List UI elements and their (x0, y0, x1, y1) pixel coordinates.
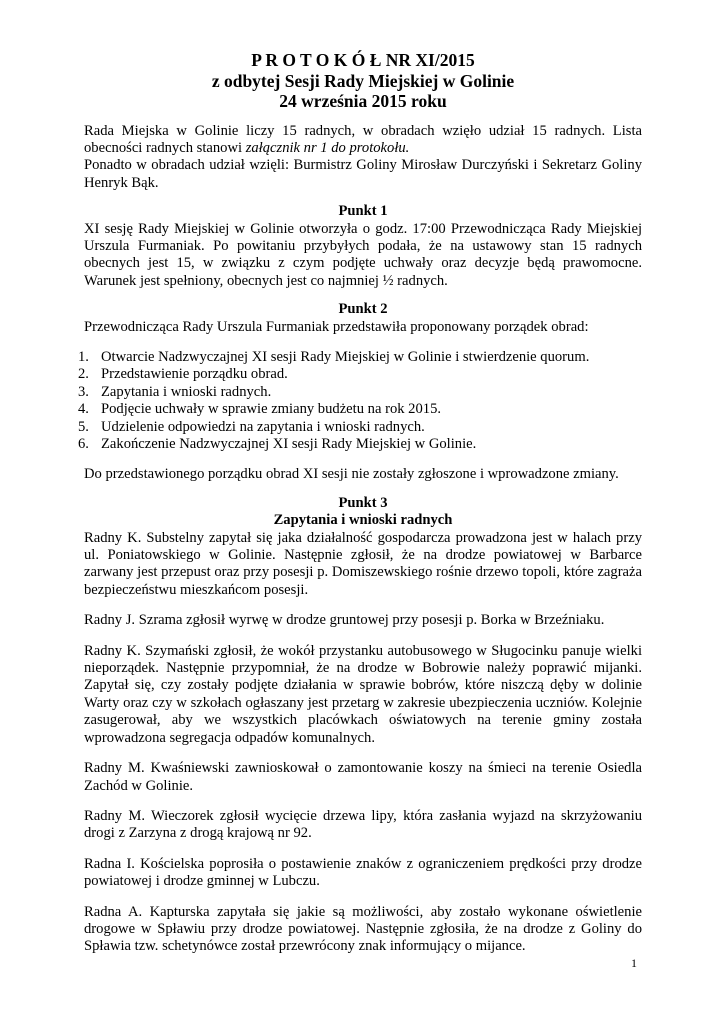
punkt-1-heading: Punkt 1 (338, 203, 388, 220)
punkt-2-heading: Punkt 2 (338, 301, 388, 318)
document-header (84, 50, 642, 112)
agenda-item (78, 401, 642, 418)
agenda-item (78, 419, 642, 436)
councillor-request-paragraph: Radny J. Szrama zgłosił wyrwę w drodze gruntowej przy posesji p. Borka w Brzeźniaku. (84, 612, 605, 629)
agenda-item-text: Podjęcie uchwały w sprawie zmiany budżetu na rok 2015. (101, 401, 442, 418)
punkt-2-closing: Do przedstawionego porządku obrad XI sesji nie zostały zgłoszone i wprowadzone zmiany. (84, 466, 619, 483)
agenda-item-number: 2. (78, 366, 89, 383)
guests-paragraph: Ponadto w obradach udział wzięli: Burmistrz Goliny Mirosław Durczyński i Sekretarz Goliny Henryk Bąk. (84, 157, 642, 191)
protocol-title: P R O T O K Ó Ł NR XI/2015 (251, 50, 475, 70)
agenda-item (78, 384, 642, 401)
punkt-2-intro: Przewodnicząca Rady Urszula Furmaniak przedstawiła proponowany porządek obrad: (84, 318, 589, 335)
agenda-item-text: Udzielenie odpowiedzi na zapytania i wnioski radnych. (101, 418, 425, 435)
councillor-request-paragraph: Radny M. Kwaśniewski zawnioskował o zamontowanie koszy na śmieci na terenie Osiedla Zachód w Golinie. (84, 760, 642, 794)
councillor-request-paragraph: Radny K. Substelny zapytał się jaka działalność gospodarcza prowadzona jest w halach przy ul. Poniatowskiego w Golinie. Następnie zgłosił, że na drodze powiatowej w Barbarce zarwany jest przepust oraz przy posesji p. Domiszewskiego rośnie drzewo topoli, które zagraża bezpieczeństwu mieszkańcom posesji. (84, 529, 642, 598)
session-date: 24 września 2015 roku (279, 91, 447, 111)
punkt-3-section (84, 495, 642, 956)
agenda-item-number: 3. (78, 383, 89, 400)
document-page (78, 50, 642, 956)
page-number: 1 (631, 956, 637, 970)
agenda-item-number: 4. (78, 401, 89, 418)
agenda-list (78, 348, 642, 453)
attendance-paragraph (84, 123, 642, 158)
agenda-item (78, 349, 642, 366)
agenda-item-number: 6. (78, 436, 89, 452)
intro-section (84, 123, 642, 193)
councillor-request-paragraph: Radna A. Kapturska zapytała się jakie są możliwości, aby zostało wykonane oświetlenie drogowe w Spławiu przy drodze powiatowej. Następnie zgłosiła, że na drodze z Goliny do Spławia tzw. schetynówce został przewrócony znak informujący o mijance. (84, 903, 642, 955)
agenda-item-text: Przedstawienie porządku obrad. (101, 366, 288, 383)
agenda-item-text: Otwarcie Nadzwyczajnej XI sesji Rady Miejskiej w Golinie i stwierdzenie quorum. (101, 348, 590, 365)
punkt-3-subheading: Zapytania i wnioski radnych (273, 512, 453, 529)
councillor-request-paragraph: Radny K. Szymański zgłosił, że wokół przystanku autobusowego w Sługocinku panuje wielki nieporządek. Następnie przypomniał, że na drodze w Bobrowie należy poprawić mijanki. Zapytał się, czy zostały podjęte działania w sprawie bobrów, które niszczą dęby w dolinie Warty oraz czy w szkołach ogłaszany jest przetarg w zakresie ubezpieczenia uczniów. Kolejnie zasugerował, aby we wszystkich placówkach oświatowych na terenie gminy została wprowadzona segregacja odpadów komunalnych. (84, 642, 642, 746)
agenda-item-number: 1. (78, 348, 89, 365)
agenda-item-number: 5. (78, 418, 89, 435)
punkt-1-section (84, 203, 642, 290)
attendance-text: Rada Miejska w Golinie liczy 15 radnych, w obradach wzięło udział 15 radnych. Lista obecności radnych stanowi (84, 122, 642, 156)
punkt-3-heading: Punkt 3 (338, 494, 388, 511)
punkt-1-text: XI sesję Rady Miejskiej w Golinie otworzyła o godz. 17:00 Przewodnicząca Rady Miejskiej Urszula Furmaniak. Po powitaniu przybyłych podała, że na ustawowy stan 15 radnych obecnych jest 15, w związku z czym podjęte uchwały oraz decyzje będą prawomocne. Warunek jest spełniony, obecnych jest co najmniej ½ radnych. (84, 220, 642, 289)
agenda-item-text: Zakończenie Nadzwyczajnej XI sesji Rady Miejskiej w Golinie. (101, 436, 477, 452)
agenda-item (78, 436, 642, 453)
agenda-item (78, 366, 642, 383)
session-subtitle: z odbytej Sesji Rady Miejskiej w Golinie (211, 70, 515, 91)
attachment-reference: załącznik nr 1 do protokołu. (245, 139, 410, 156)
agenda-item-text: Zapytania i wnioski radnych. (101, 383, 272, 400)
punkt-2-section (78, 301, 642, 484)
councillor-request-paragraph: Radna I. Kościelska poprosiła o postawienie znaków z ograniczeniem prędkości przy drodze powiatowej i drodze gminnej w Lubczu. (84, 855, 642, 890)
councillor-request-paragraph: Radny M. Wieczorek zgłosił wycięcie drzewa lipy, która zasłania wyjazd na skrzyżowaniu drogi z Zarzyna z drogą krajową nr 92. (84, 807, 642, 842)
